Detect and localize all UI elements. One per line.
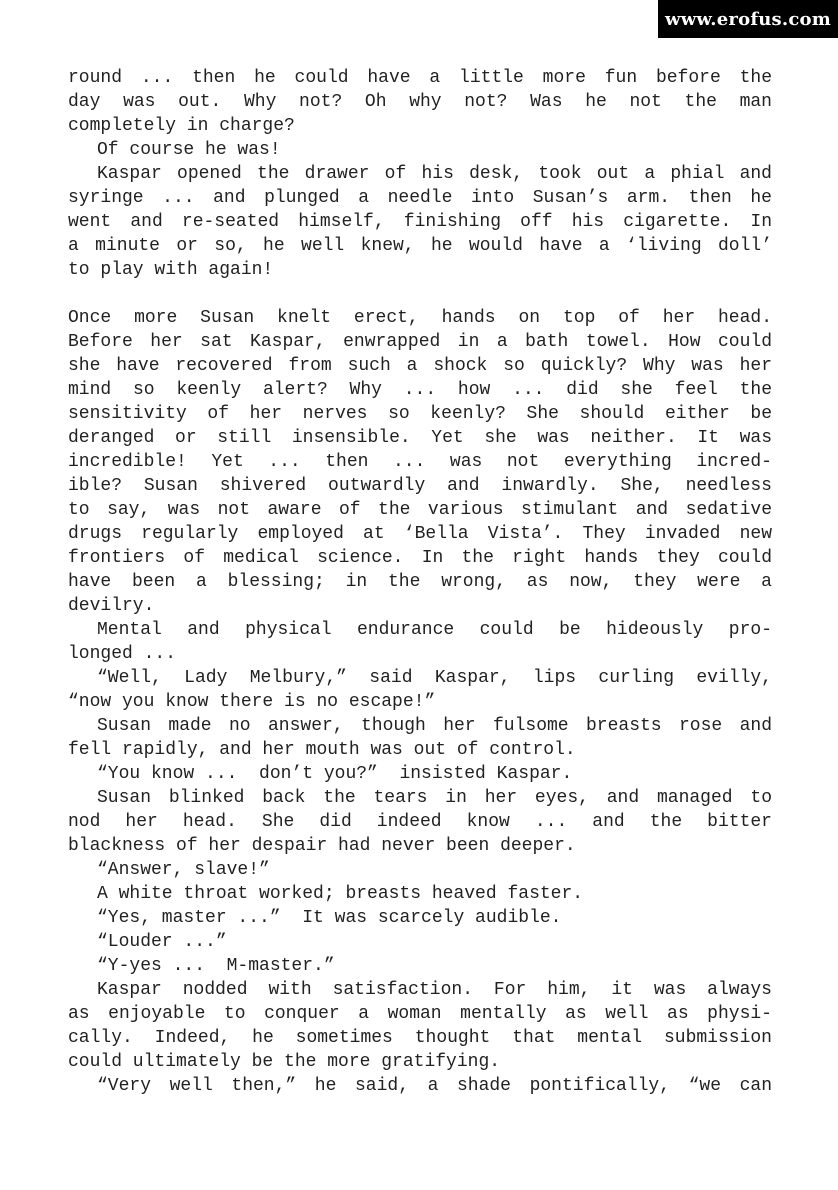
text-line: Susan made no answer, though her fulsome breasts rose and (97, 716, 772, 736)
text-line: to play with again! (68, 260, 274, 280)
text-line: as enjoyable to conquer a woman mentally as well as physi- (68, 1004, 772, 1024)
text-line: Kaspar nodded with satisfaction. For him, it was always (97, 980, 772, 1000)
text-line: round ... then he could have a little more fun before the (68, 68, 772, 88)
text-line: Once more Susan knelt erect, hands on top of her head. (68, 308, 772, 328)
text-line: incredible! Yet ... then ... was not everything incred- (68, 452, 772, 472)
text-line: Mental and physical endurance could be hideously pro- (97, 620, 772, 640)
text-line: sensitivity of her nerves so keenly? She should either be (68, 404, 772, 424)
text-line: nod her head. She did indeed know ... and the bitter (68, 812, 772, 832)
text-line: “You know ... don’t you?” insisted Kaspar. (97, 764, 573, 784)
text-line: day was out. Why not? Oh why not? Was he not the man (68, 92, 772, 112)
text-line: “now you know there is no escape!” (68, 692, 436, 712)
blank-line (68, 282, 772, 306)
text-line: drugs regularly employed at ‘Bella Vista’. They invaded new (68, 524, 772, 544)
text-line: “Answer, slave!” (97, 860, 270, 880)
text-line: longed ... (68, 644, 177, 664)
text-line: ible? Susan shivered outwardly and inwardly. She, needless (68, 476, 772, 496)
text-line: cally. Indeed, he sometimes thought that mental submission (68, 1028, 772, 1048)
watermark-banner (658, 0, 838, 38)
text-line: blackness of her despair had never been deeper. (68, 836, 576, 856)
text-line: A white throat worked; breasts heaved faster. (97, 884, 584, 904)
text-line: fell rapidly, and her mouth was out of control. (68, 740, 576, 760)
watermark-text: www.erofus.com (665, 8, 831, 30)
text-line: Of course he was! (97, 140, 281, 160)
text-line: she have recovered from such a shock so quickly? Why was her (68, 356, 772, 376)
text-line: “Well, Lady Melbury,” said Kaspar, lips curling evilly, (97, 668, 772, 688)
text-line: completely in charge? (68, 116, 295, 136)
text-line: “Very well then,” he said, a shade pontifically, “we can (97, 1076, 772, 1096)
text-line: have been a blessing; in the wrong, as now, they were a (68, 572, 772, 592)
text-line: Susan blinked back the tears in her eyes, and managed to (97, 788, 772, 808)
text-line: frontiers of medical science. In the right hands they could (68, 548, 772, 568)
text-line: a minute or so, he well knew, he would have a ‘living doll’ (68, 236, 772, 256)
text-line: went and re-seated himself, finishing off his cigarette. In (68, 212, 772, 232)
text-line: mind so keenly alert? Why ... how ... did she feel the (68, 380, 772, 400)
text-line: “Yes, master ...” It was scarcely audible. (97, 908, 562, 928)
text-line: “Y-yes ... M-master.” (97, 956, 335, 976)
text-line: deranged or still insensible. Yet she was neither. It was (68, 428, 772, 448)
page-text (68, 66, 772, 1098)
text-line: to say, was not aware of the various stimulant and sedative (68, 500, 772, 520)
text-line: “Louder ...” (97, 932, 227, 952)
text-line: Before her sat Kaspar, enwrapped in a bath towel. How could (68, 332, 772, 352)
text-line: syringe ... and plunged a needle into Susan’s arm. then he (68, 188, 772, 208)
text-line: could ultimately be the more gratifying. (68, 1052, 501, 1072)
text-line: Kaspar opened the drawer of his desk, took out a phial and (97, 164, 772, 184)
text-line: devilry. (68, 596, 155, 616)
